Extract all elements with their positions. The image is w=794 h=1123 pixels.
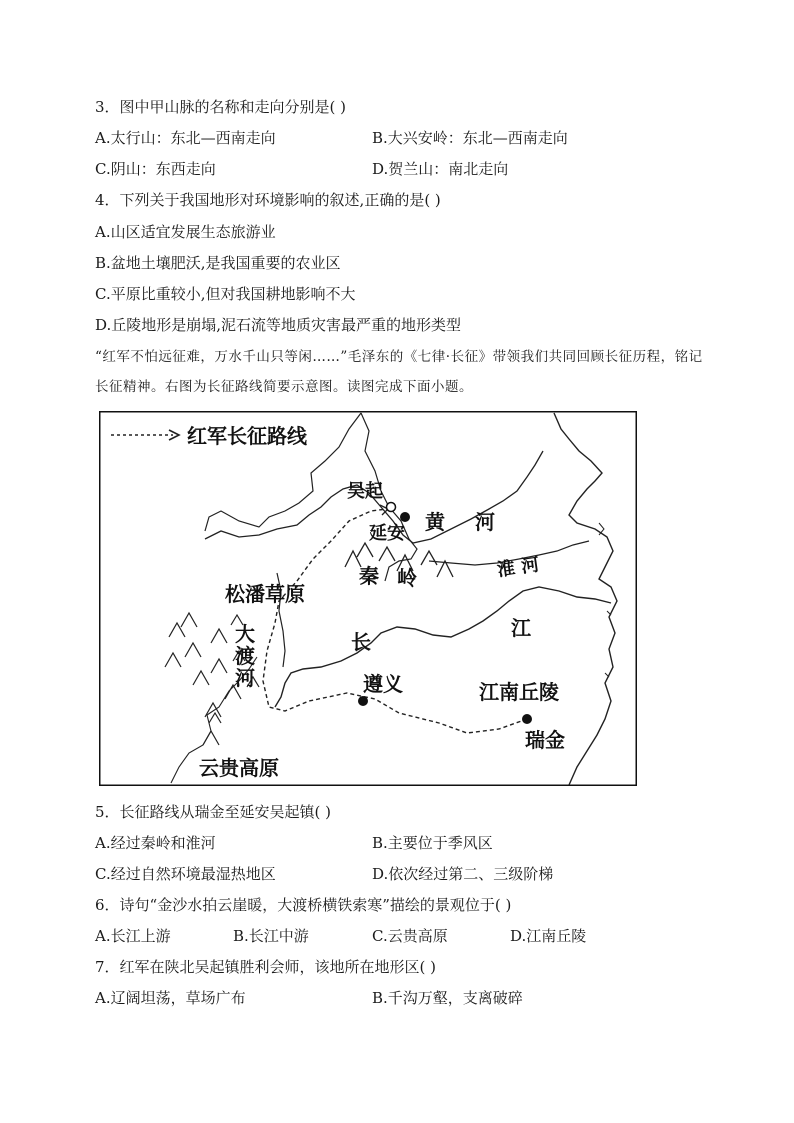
q4-option-c[interactable]: C.平原比重较小,但对我国耕地影响不大 <box>95 285 356 303</box>
q5-option-d[interactable]: D.依次经过第二、三级阶梯 <box>372 865 554 883</box>
yangtze-label-2: 江 <box>511 616 531 640</box>
qin-label: 秦 <box>359 564 379 588</box>
q6-option-c[interactable]: C.云贵高原 <box>372 927 448 945</box>
yellow-river-label-1: 黄 <box>425 510 445 534</box>
songpan-label: 松潘草原 <box>225 582 305 606</box>
q4-option-a[interactable]: A.山区适宜发展生态旅游业 <box>95 223 276 241</box>
legend-label: 红军长征路线 <box>187 424 307 448</box>
ling-label: 岭 <box>397 566 417 590</box>
q3-option-b[interactable]: B.大兴安岭：东北—西南走向 <box>372 129 568 147</box>
q6-option-a[interactable]: A.长江上游 <box>95 927 171 945</box>
q4-option-d[interactable]: D.丘陵地形是崩塌,泥石流等地质灾害最严重的地形类型 <box>95 316 462 334</box>
yanan-marker <box>400 512 410 522</box>
q7-option-a[interactable]: A.辽阔坦荡，草场广布 <box>95 989 246 1007</box>
ruijin-label: 瑞金 <box>525 728 565 752</box>
q6-option-b[interactable]: B.长江中游 <box>233 927 309 945</box>
q3-stem: 3．图中甲山脉的名称和走向分别是( ) <box>95 98 347 116</box>
wuqi-marker <box>387 503 396 512</box>
q5-option-c[interactable]: C.经过自然环境最湿热地区 <box>95 865 276 883</box>
huai-river-label: 淮 河 <box>495 554 541 581</box>
q5-stem: 5．长征路线从瑞金至延安吴起镇( ) <box>95 803 332 821</box>
wuqi-label: 吴起 <box>347 481 383 502</box>
q4-stem: 4．下列关于我国地形对环境影响的叙述,正确的是( ) <box>95 191 441 209</box>
jiangnan-label: 江南丘陵 <box>479 680 559 704</box>
q3-option-d[interactable]: D.贺兰山：南北走向 <box>372 160 509 178</box>
zunyi-marker <box>358 696 368 706</box>
q4-option-b[interactable]: B.盆地土壤肥沃,是我国重要的农业区 <box>95 254 341 272</box>
q5-option-a[interactable]: A.经过秦岭和淮河 <box>95 834 216 852</box>
long-march-map <box>99 411 637 786</box>
yellow-river-label-2: 河 <box>475 510 495 534</box>
q7-option-b[interactable]: B.千沟万壑，支离破碎 <box>372 989 523 1007</box>
q3-option-c[interactable]: C.阴山：东西走向 <box>95 160 216 178</box>
yungui-label: 云贵高原 <box>199 756 279 780</box>
intro-paragraph: “红军不怕远征难，万水千山只等闲……”毛泽东的《七律·长征》带领我们共同回顾长征历程，铭记长征精神。右图为长征路线简要示意图。读图完成下面小题。 <box>95 349 703 395</box>
q6-option-d[interactable]: D.江南丘陵 <box>510 927 587 945</box>
dadu-label-3: 河 <box>235 666 255 690</box>
q6-stem: 6．诗句“金沙水拍云崖暖，大渡桥横铁索寒”描绘的景观位于( ) <box>95 896 512 914</box>
dadu-label-2: 渡 <box>235 644 255 668</box>
q5-option-b[interactable]: B.主要位于季风区 <box>372 834 493 852</box>
dadu-label-1: 大 <box>235 622 255 646</box>
zunyi-label: 遵义 <box>363 672 403 696</box>
q3-option-a[interactable]: A.太行山：东北—西南走向 <box>95 129 276 147</box>
q7-stem: 7．红军在陕北吴起镇胜利会师，该地所在地形区( ) <box>95 958 437 976</box>
yangtze-label-1: 长 <box>351 630 371 654</box>
yanan-label: 延安 <box>369 523 405 544</box>
ruijin-marker <box>522 714 532 724</box>
